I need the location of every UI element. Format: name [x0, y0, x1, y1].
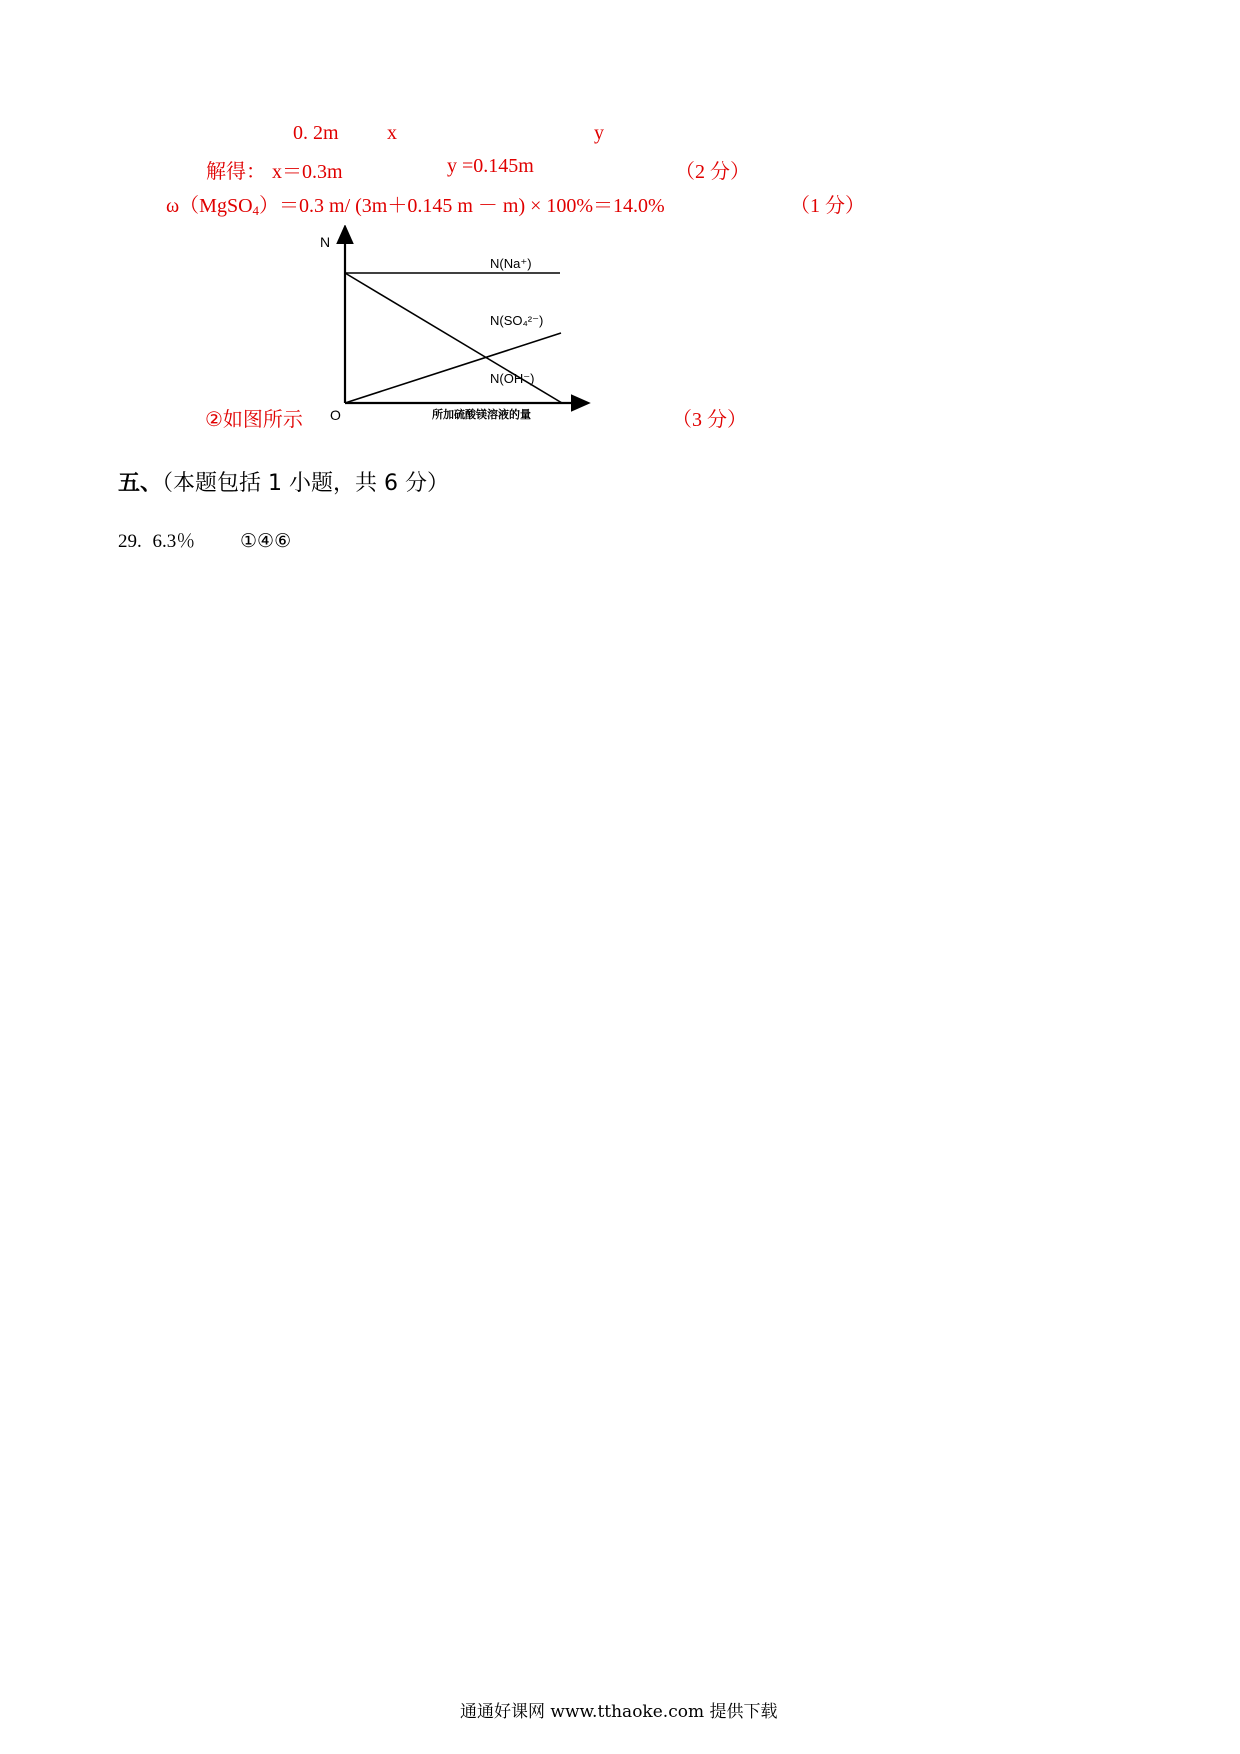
x-result: x＝0.3m [272, 161, 343, 183]
series-so4-line [345, 333, 561, 403]
graph-caption: ②如图所示 [205, 407, 303, 431]
equation-ratio-y: y [594, 122, 604, 144]
q29-answer: 6.3％ [152, 531, 196, 552]
section-five-number: 五、 [118, 471, 163, 496]
ion-count-graph [310, 225, 600, 425]
omega-expression: ）＝0.3 m/ (3m＋0.145 m － m) × 100%＝14.0% [259, 195, 665, 217]
origin-label: O [330, 407, 341, 423]
score-1: （1 分） [790, 195, 865, 217]
equation-ratio-0.2m: 0. 2m [293, 122, 339, 144]
series-oh-label: N(OH⁻) [490, 371, 535, 386]
series-so4-label: N(SO₄²⁻) [490, 313, 544, 328]
y-axis-label: N [320, 234, 331, 250]
omega-subscript: 4 [252, 203, 260, 218]
q29-choices: ①④⑥ [240, 531, 292, 552]
section-five-description: （本题包括 1 小题，共 6 分） [162, 471, 449, 496]
section-five-heading [118, 466, 449, 497]
x-axis-label: 所加硫酸镁溶液的量 [432, 409, 531, 421]
y-result: y =0.145m [447, 155, 534, 177]
question-29 [118, 526, 291, 553]
score-2: （2 分） [675, 161, 750, 183]
page-footer: 通通好课网 www.tthaoke.com 提供下载 [460, 1702, 778, 1722]
omega-label: ω（MgSO [166, 195, 253, 217]
q29-number: 29. [118, 531, 142, 552]
solve-label: 解得： [206, 161, 266, 183]
equation-ratio-x: x [387, 122, 397, 144]
series-na-label: N(Na⁺) [490, 256, 532, 271]
mass-fraction-formula [166, 189, 665, 219]
score-3: （3 分） [672, 409, 747, 431]
